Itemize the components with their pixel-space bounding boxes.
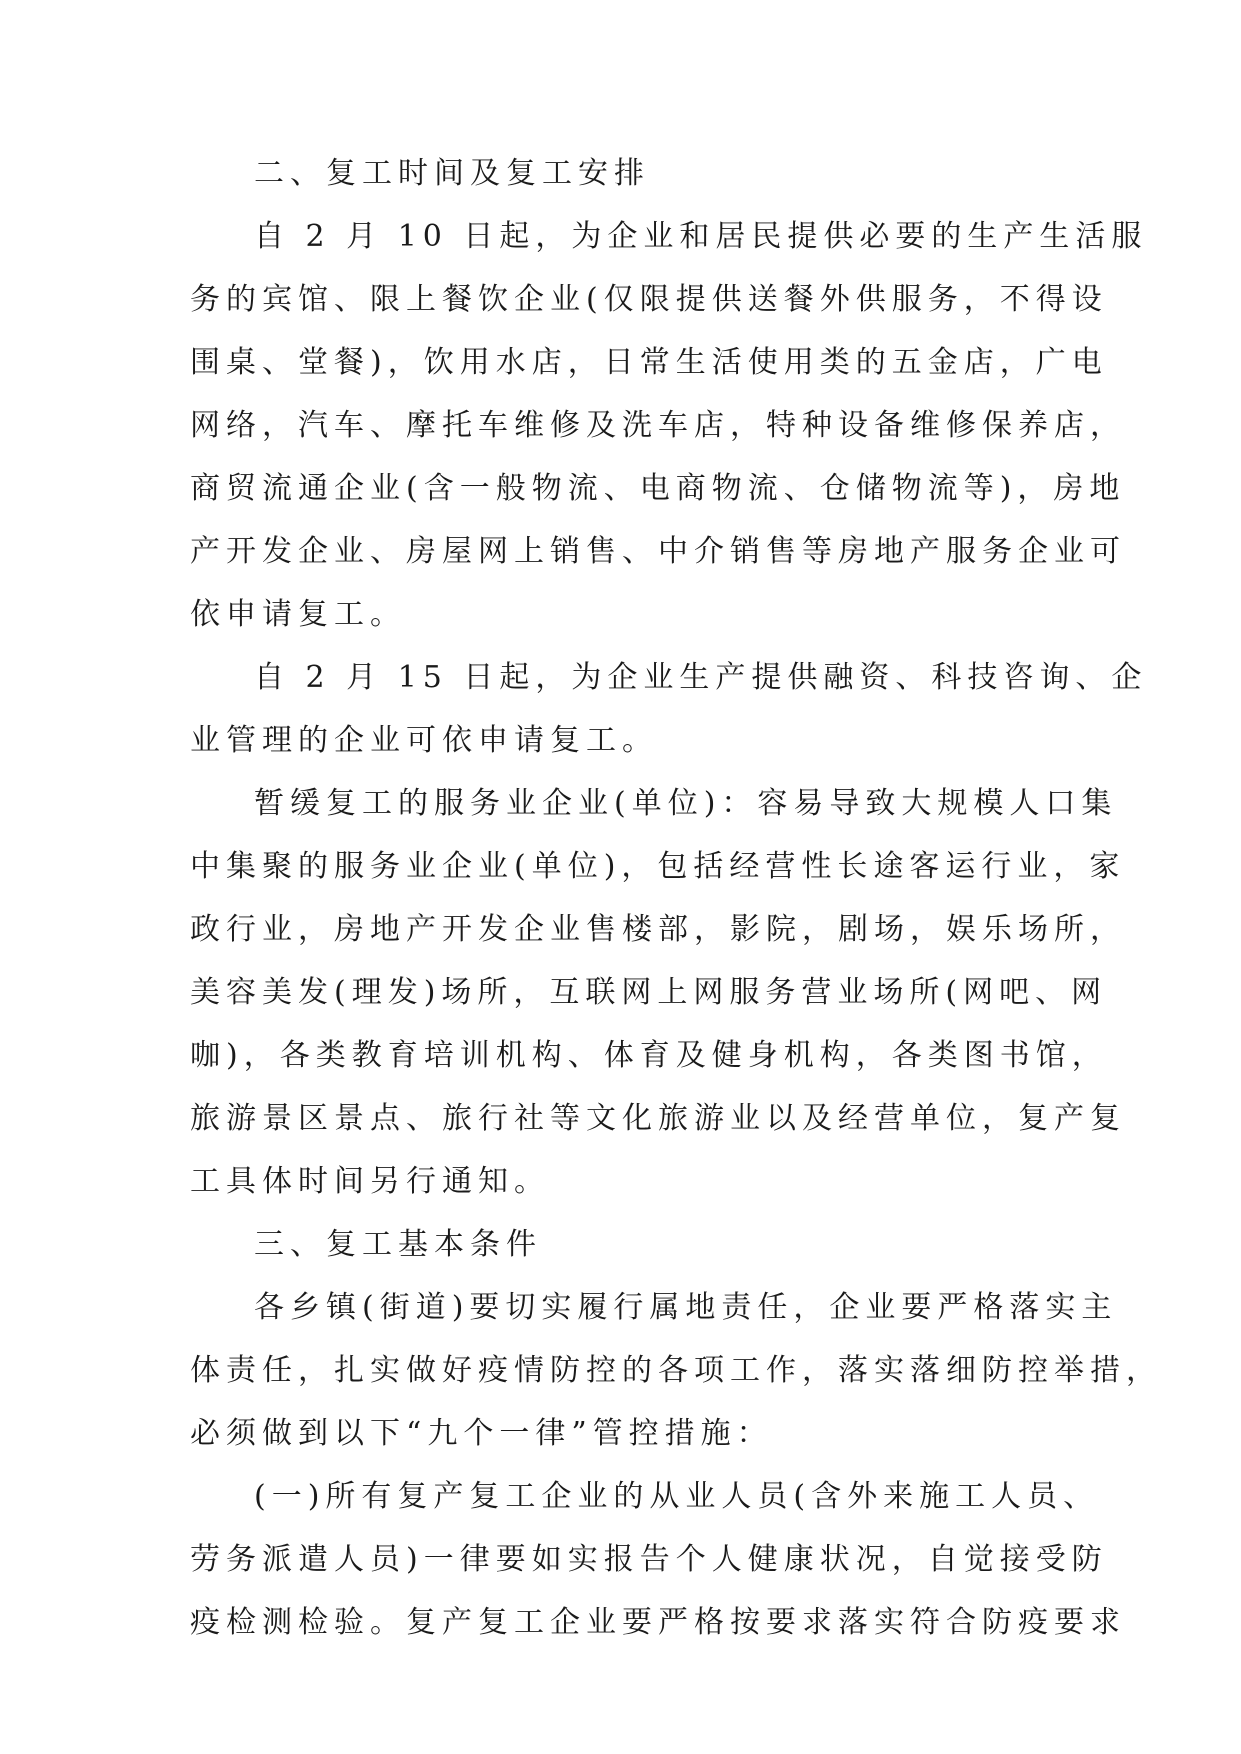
text-line: 疫检测检验。复产复工企业要严格按要求落实符合防疫要求 [190, 1605, 1126, 1640]
text-line: 咖)，各类教育培训机构、体育及健身机构，各类图书馆， [190, 1038, 1108, 1073]
text-line: 必须做到以下“九个一律”管控措施： [190, 1416, 773, 1451]
text-line: 美容美发(理发)场所，互联网上网服务营业场所(网吧、网 [190, 975, 1108, 1010]
text-line: 商贸流通企业(含一般物流、电商物流、仓储物流等)，房地 [190, 471, 1126, 506]
text-line: 三、复工基本条件 [254, 1227, 542, 1262]
text-line: (一)所有复产复工企业的从业人员(含外来施工人员、 [254, 1479, 1100, 1514]
text-line: 围桌、堂餐)，饮用水店，日常生活使用类的五金店，广电 [190, 345, 1108, 380]
text-line: 自 2 月 10 日起，为企业和居民提供必要的生产生活服 [254, 219, 1148, 254]
text-line: 业管理的企业可依申请复工。 [190, 723, 658, 758]
text-line: 自 2 月 15 日起，为企业生产提供融资、科技咨询、企 [254, 660, 1148, 695]
text-line: 体责任，扎实做好疫情防控的各项工作，落实落细防控举措， [190, 1353, 1162, 1388]
text-line: 工具体时间另行通知。 [190, 1164, 550, 1199]
text-line: 中集聚的服务业企业(单位)，包括经营性长途客运行业，家 [190, 849, 1126, 884]
text-line: 政行业，房地产开发企业售楼部，影院，剧场，娱乐场所， [190, 912, 1126, 947]
text-line: 产开发企业、房屋网上销售、中介销售等房地产服务企业可 [190, 534, 1126, 569]
text-line: 暂缓复工的服务业企业(单位)：容易导致大规模人口集 [254, 786, 1118, 821]
text-line: 务的宾馆、限上餐饮企业(仅限提供送餐外供服务，不得设 [190, 282, 1108, 317]
text-line: 劳务派遣人员)一律要如实报告个人健康状况，自觉接受防 [190, 1542, 1108, 1577]
text-line: 网络，汽车、摩托车维修及洗车店，特种设备维修保养店， [190, 408, 1126, 443]
text-line: 依申请复工。 [190, 597, 406, 632]
text-line: 二、复工时间及复工安排 [254, 156, 650, 191]
text-line: 旅游景区景点、旅行社等文化旅游业以及经营单位，复产复 [190, 1101, 1126, 1136]
body-text [190, 142, 1162, 1654]
text-line: 各乡镇(街道)要切实履行属地责任，企业要严格落实主 [254, 1290, 1118, 1325]
